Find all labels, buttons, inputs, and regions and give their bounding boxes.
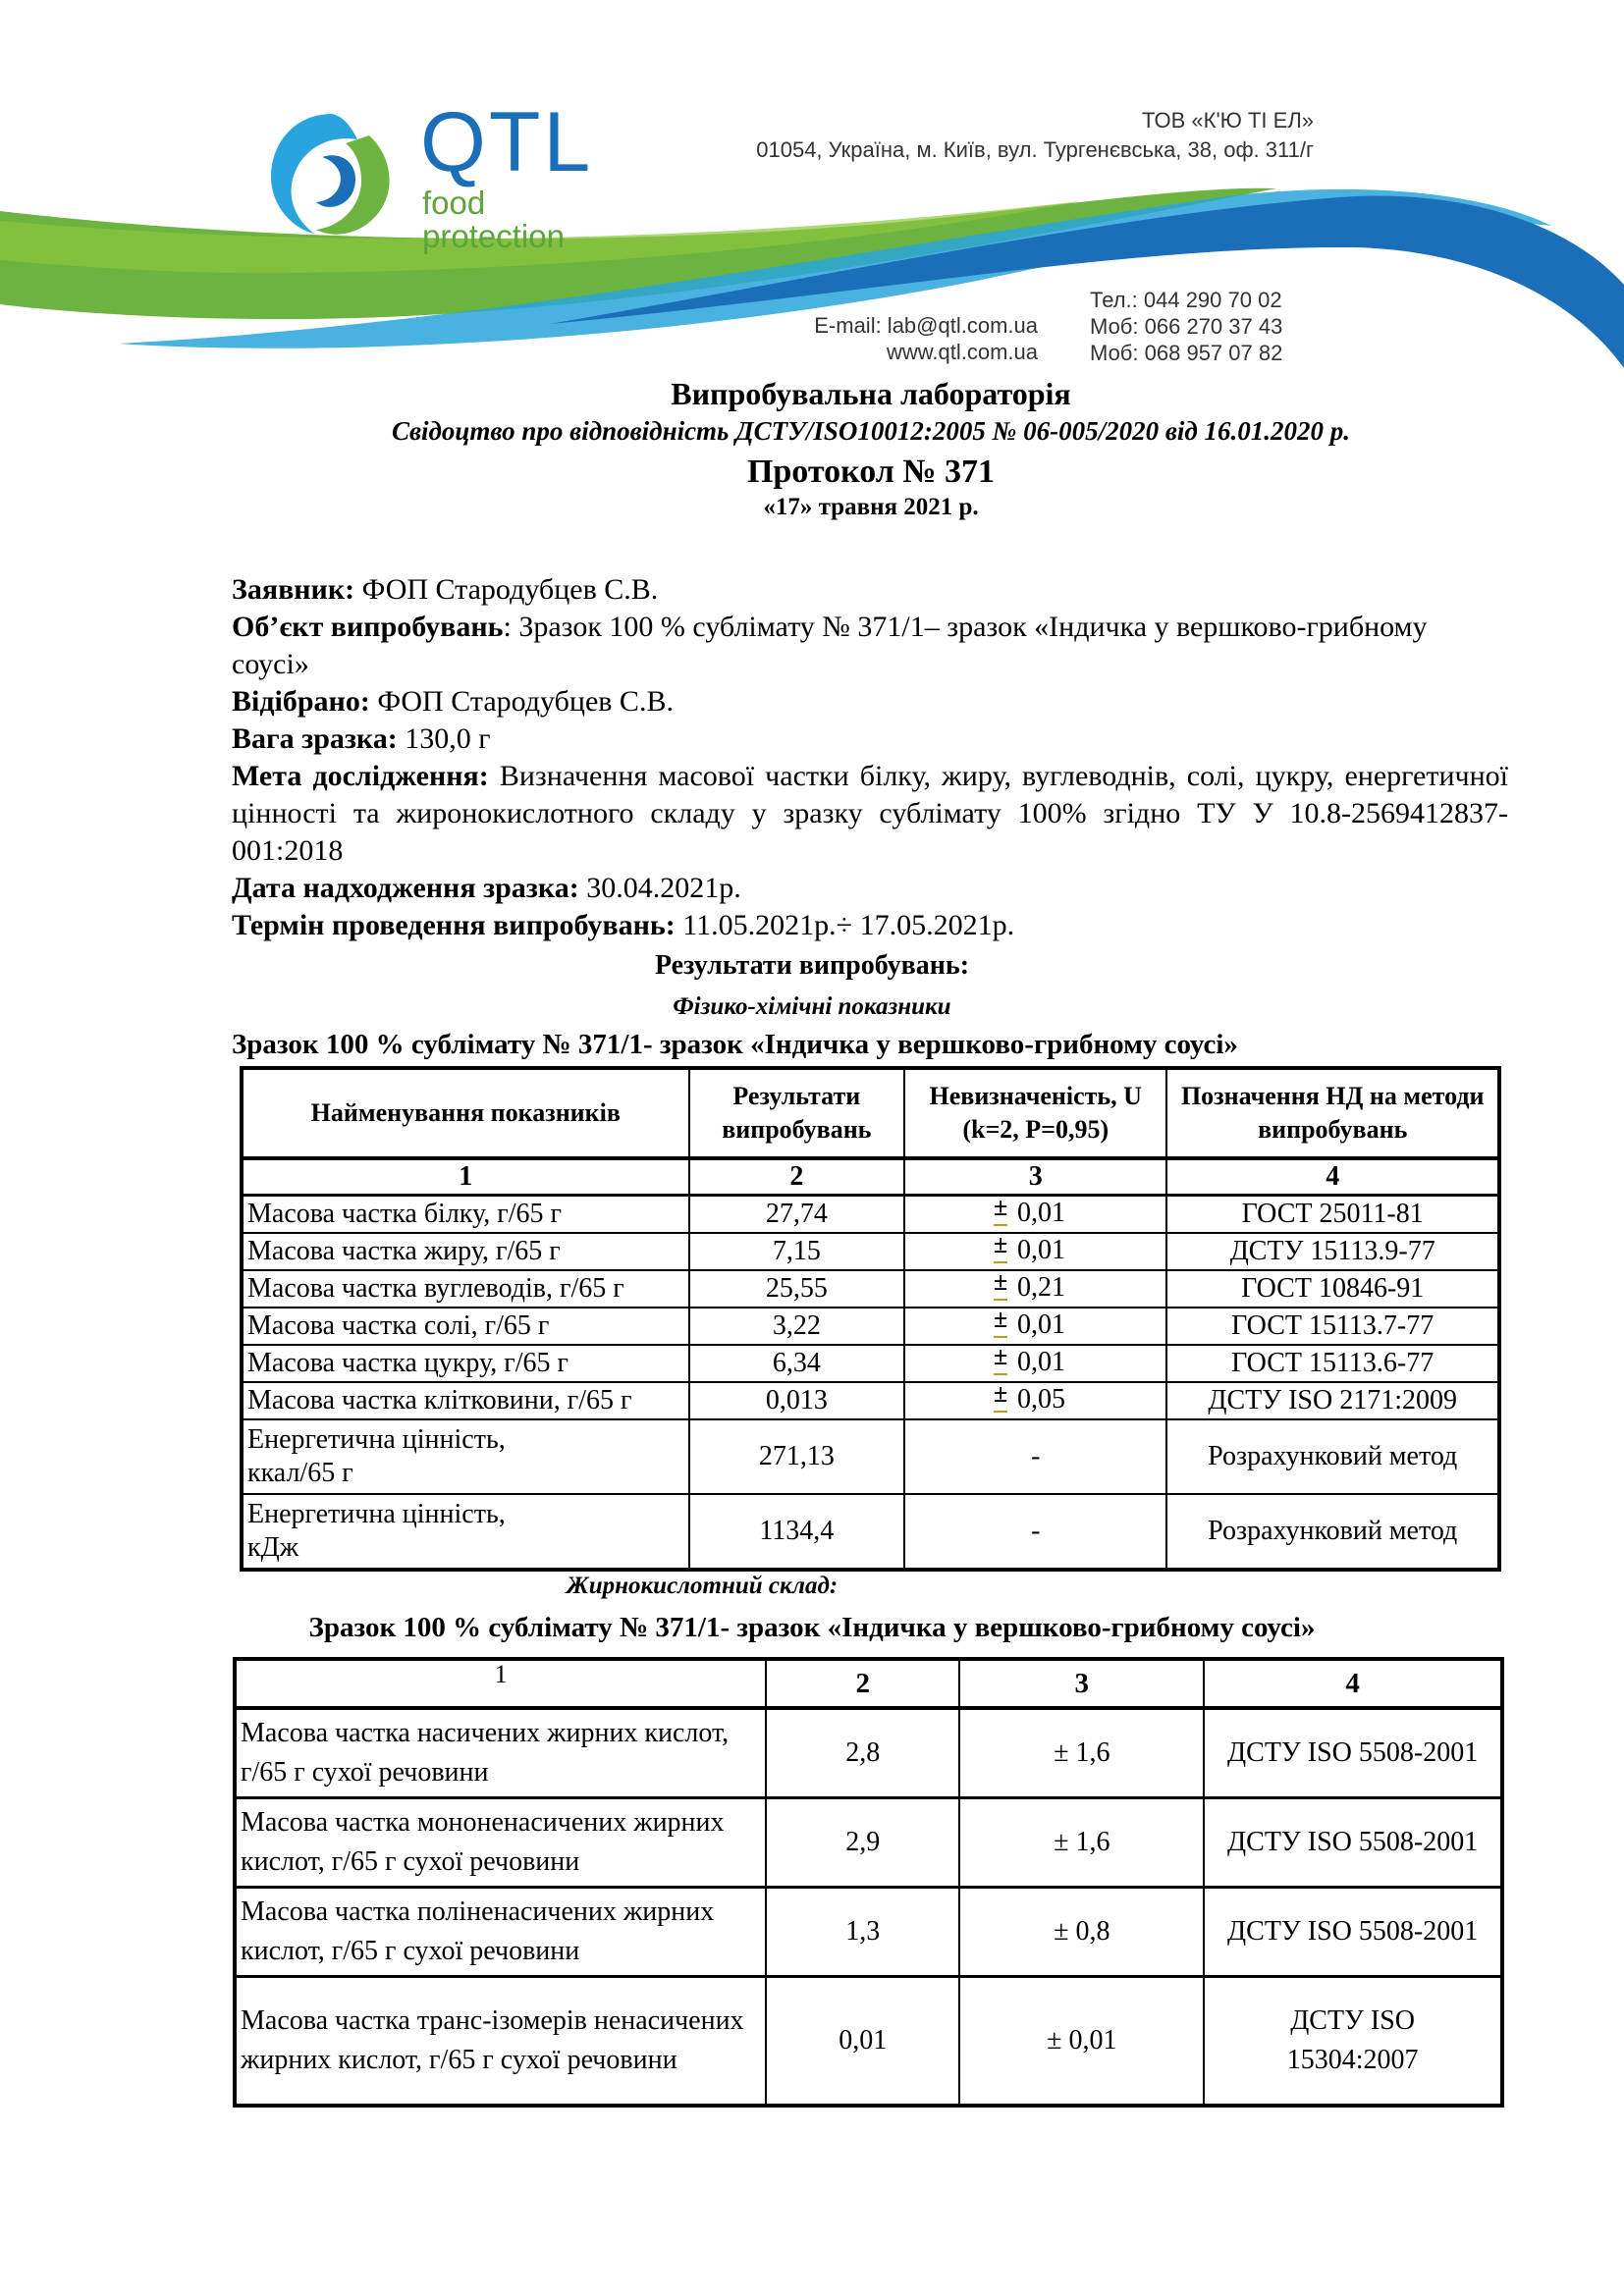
uncertainty-value: - bbox=[904, 1419, 1166, 1494]
col-header-method: Позначення НД на методи випробувань bbox=[1166, 1068, 1499, 1158]
column-number-row bbox=[235, 1659, 1502, 1708]
uncertainty-cell bbox=[904, 1379, 1166, 1419]
col-header-uncertainty: Невизначеність, U (k=2, P=0,95) bbox=[904, 1068, 1166, 1158]
lab-title: Випробувальна лабораторія bbox=[671, 376, 1071, 411]
col-number: 3 bbox=[959, 1659, 1204, 1708]
plus-minus-icon: ± bbox=[994, 1191, 1007, 1226]
result-value: 1134,4 bbox=[689, 1494, 904, 1570]
uncertainty-cell bbox=[904, 1342, 1166, 1382]
results-heading: Результати випробувань: bbox=[654, 950, 970, 981]
table-row bbox=[242, 1382, 1499, 1419]
uncertainty-cell bbox=[904, 1305, 1166, 1345]
physchem-subheading: Фізико-хімічні показники bbox=[673, 993, 951, 1020]
table-header-row bbox=[242, 1068, 1499, 1158]
uncertainty-value: 0,01 bbox=[1017, 1235, 1066, 1265]
received-line bbox=[232, 870, 1508, 907]
sampled-line bbox=[232, 683, 1508, 721]
table-row bbox=[242, 1233, 1499, 1270]
uncertainty-cell bbox=[904, 1267, 1166, 1308]
qtl-logo-icon bbox=[263, 106, 401, 243]
object-line bbox=[232, 609, 1508, 683]
applicant-label: Заявник: bbox=[232, 573, 355, 606]
table-row bbox=[242, 1345, 1499, 1382]
indicator-name: Масова частка цукру, г/65 г bbox=[242, 1345, 689, 1382]
result-value: 2,9 bbox=[766, 1798, 959, 1888]
uncertainty-value: ± 0,01 bbox=[959, 1977, 1204, 2107]
col-header-result: Результати випробувань bbox=[689, 1068, 904, 1158]
physchem-results-table bbox=[240, 1066, 1501, 1572]
period-value: 11.05.2021р.÷ 17.05.2021р. bbox=[675, 909, 1015, 941]
title-block bbox=[0, 373, 1624, 522]
result-value: 27,74 bbox=[689, 1196, 904, 1234]
weight-line bbox=[232, 721, 1508, 758]
col-header-indicator: Найменування показників bbox=[242, 1068, 689, 1158]
email: E-mail: lab@qtl.com.ua bbox=[814, 313, 1038, 338]
purpose-line bbox=[232, 758, 1508, 870]
brand-tagline-line1: food bbox=[422, 185, 486, 221]
mobile-1: Моб: 066 270 37 43 bbox=[1090, 314, 1283, 339]
fatty-acid-heading: Жирнокислотний склад: bbox=[566, 1573, 839, 1599]
period-label: Термін проведення випробувань: bbox=[232, 909, 676, 941]
contacts-phones bbox=[1090, 287, 1282, 366]
purpose-label: Мета дослідження: bbox=[232, 760, 489, 792]
uncertainty-value: 0,05 bbox=[1017, 1384, 1066, 1415]
col-number: 4 bbox=[1204, 1659, 1502, 1708]
table-row bbox=[242, 1494, 1499, 1570]
uncertainty-cell bbox=[904, 1193, 1166, 1234]
col-number: 3 bbox=[904, 1158, 1166, 1196]
col-number: 1 bbox=[242, 1158, 689, 1196]
certificate-line: Свідоцтво про відповідність ДСТУ/ISO10012:2005 № 06-005/2020 від 16.01.2020 р. bbox=[391, 416, 1351, 446]
table-row bbox=[235, 1888, 1502, 1977]
result-value: 3,22 bbox=[689, 1308, 904, 1345]
sampled-label: Відібрано: bbox=[232, 685, 370, 718]
table-row bbox=[242, 1419, 1499, 1494]
purpose-value: Визначення масової частки білку, жиру, вуглеводнів, солі, цукру, енергетичної цінності та жиронокислотного складу у зразку сублімату 100% згідно ТУ У 10.8-2569412837-001:2018 bbox=[232, 760, 1508, 867]
result-value: 2,8 bbox=[766, 1708, 959, 1798]
uncertainty-value: - bbox=[904, 1494, 1166, 1570]
uncertainty-value: 0,01 bbox=[1017, 1347, 1066, 1377]
applicant-line bbox=[232, 571, 1508, 609]
table-row bbox=[235, 1977, 1502, 2107]
received-value: 30.04.2021р. bbox=[578, 872, 741, 904]
applicant-value: ФОП Стародубцев С.В. bbox=[354, 573, 659, 606]
table-row bbox=[235, 1708, 1502, 1798]
weight-label: Вага зразка: bbox=[232, 722, 398, 755]
brand-name: QTL bbox=[420, 95, 594, 189]
indicator-name: Масова частка білку, г/65 г bbox=[242, 1196, 689, 1234]
uncertainty-value: 0,01 bbox=[1017, 1198, 1066, 1228]
plus-minus-icon: ± bbox=[994, 1340, 1007, 1375]
method-standard: ДСТУ 15113.9-77 bbox=[1166, 1233, 1499, 1270]
sample-title-1: Зразок 100 % сублімату № 371/1- зразок «Індичка у вершково-грибному соусі» bbox=[232, 1029, 1238, 1060]
letterhead bbox=[0, 0, 1624, 383]
plus-minus-icon: ± bbox=[994, 1228, 1007, 1263]
brand-tagline bbox=[422, 187, 565, 253]
col-number: 2 bbox=[689, 1158, 904, 1196]
method-standard: ГОСТ 10846-91 bbox=[1166, 1270, 1499, 1308]
table-row bbox=[235, 1798, 1502, 1888]
period-line bbox=[232, 907, 1508, 944]
indicator-name: Масова частка солі, г/65 г bbox=[242, 1308, 689, 1345]
indicator-name: Масова частка поліненасичених жирних кислот, г/65 г сухої речовини bbox=[235, 1888, 766, 1977]
indicator-name: Енергетична цінність, ккал/65 г bbox=[242, 1419, 689, 1494]
uncertainty-value: ± 0,8 bbox=[959, 1888, 1204, 1977]
method-standard: ДСТУ ISO 5508-2001 bbox=[1204, 1888, 1502, 1977]
table-row bbox=[242, 1196, 1499, 1234]
method-standard: ДСТУ ISO 15304:2007 bbox=[1204, 1977, 1502, 2107]
brand-tagline-line2: protection bbox=[422, 218, 565, 254]
table-row bbox=[242, 1270, 1499, 1308]
indicator-name: Масова частка вуглеводів, г/65 г bbox=[242, 1270, 689, 1308]
indicator-name: Масова частка жиру, г/65 г bbox=[242, 1233, 689, 1270]
method-standard: ДСТУ ISO 5508-2001 bbox=[1204, 1798, 1502, 1888]
result-value: 271,13 bbox=[689, 1419, 904, 1494]
sampled-value: ФОП Стародубцев С.В. bbox=[369, 685, 674, 718]
plus-minus-icon: ± bbox=[994, 1377, 1007, 1413]
website: www.qtl.com.ua bbox=[886, 340, 1038, 364]
object-label: Об’єкт випробувань bbox=[232, 611, 504, 643]
indicator-name: Масова частка транс-ізомерів ненасичених жирних кислот, г/65 г сухої речовини bbox=[235, 1977, 766, 2107]
phone: Тел.: 044 290 70 02 bbox=[1090, 288, 1282, 312]
indicator-name: Енергетична цінність, кДж bbox=[242, 1494, 689, 1570]
indicator-name: Масова частка насичених жирних кислот, г/65 г сухої речовини bbox=[235, 1708, 766, 1798]
plus-minus-icon: ± bbox=[994, 1303, 1007, 1338]
received-label: Дата надходження зразка: bbox=[232, 872, 579, 904]
indicator-name: Масова частка мононенасичених жирних кислот, г/65 г сухої речовини bbox=[235, 1798, 766, 1888]
col-number: 4 bbox=[1166, 1158, 1499, 1196]
company-name: ТОВ «К'Ю ТІ ЕЛ» bbox=[1142, 108, 1314, 133]
method-standard: ГОСТ 15113.6-77 bbox=[1166, 1345, 1499, 1382]
mobile-2: Моб: 068 957 07 82 bbox=[1090, 341, 1283, 365]
column-number-row bbox=[242, 1158, 1499, 1196]
uncertainty-value: 0,21 bbox=[1017, 1272, 1066, 1303]
result-value: 25,55 bbox=[689, 1270, 904, 1308]
col-number: 1 bbox=[235, 1659, 766, 1708]
indicator-name: Масова частка клітковини, г/65 г bbox=[242, 1382, 689, 1419]
object-value: : Зразок 100 % сублімату № 371/1– зразок «Індичка у вершково-грибному соусі» bbox=[232, 611, 1428, 680]
result-value: 7,15 bbox=[689, 1233, 904, 1270]
col-number: 2 bbox=[766, 1659, 959, 1708]
protocol-number: Протокол № 371 bbox=[746, 454, 996, 490]
protocol-date: «17» травня 2021 р. bbox=[763, 494, 979, 520]
uncertainty-value: ± 1,6 bbox=[959, 1798, 1204, 1888]
uncertainty-value: ± 1,6 bbox=[959, 1708, 1204, 1798]
method-standard: ГОСТ 15113.7-77 bbox=[1166, 1308, 1499, 1345]
uncertainty-value: 0,01 bbox=[1017, 1309, 1066, 1340]
company-address: 01054, Україна, м. Київ, вул. Тургенєвська, 38, оф. 311/г bbox=[756, 137, 1314, 162]
weight-value: 130,0 г bbox=[397, 722, 491, 755]
plus-minus-icon: ± bbox=[994, 1265, 1007, 1301]
sample-title-2: Зразок 100 % сублімату № 371/1- зразок «Індичка у вершково-грибному соусі» bbox=[308, 1612, 1316, 1643]
table-row bbox=[242, 1308, 1499, 1345]
method-standard: ГОСТ 25011-81 bbox=[1166, 1196, 1499, 1234]
method-standard: Розрахунковий метод bbox=[1166, 1494, 1499, 1570]
result-value: 0,01 bbox=[766, 1977, 959, 2107]
method-standard: Розрахунковий метод bbox=[1166, 1419, 1499, 1494]
result-value: 1,3 bbox=[766, 1888, 959, 1977]
fatty-acid-table bbox=[233, 1657, 1504, 2108]
method-standard: ДСТУ ISO 5508-2001 bbox=[1204, 1708, 1502, 1798]
sample-info bbox=[232, 571, 1508, 944]
method-standard: ДСТУ ISO 2171:2009 bbox=[1166, 1382, 1499, 1419]
contacts-web bbox=[781, 312, 1038, 365]
result-value: 0,013 bbox=[689, 1382, 904, 1419]
result-value: 6,34 bbox=[689, 1345, 904, 1382]
company-block bbox=[756, 106, 1314, 165]
uncertainty-cell bbox=[904, 1230, 1166, 1270]
